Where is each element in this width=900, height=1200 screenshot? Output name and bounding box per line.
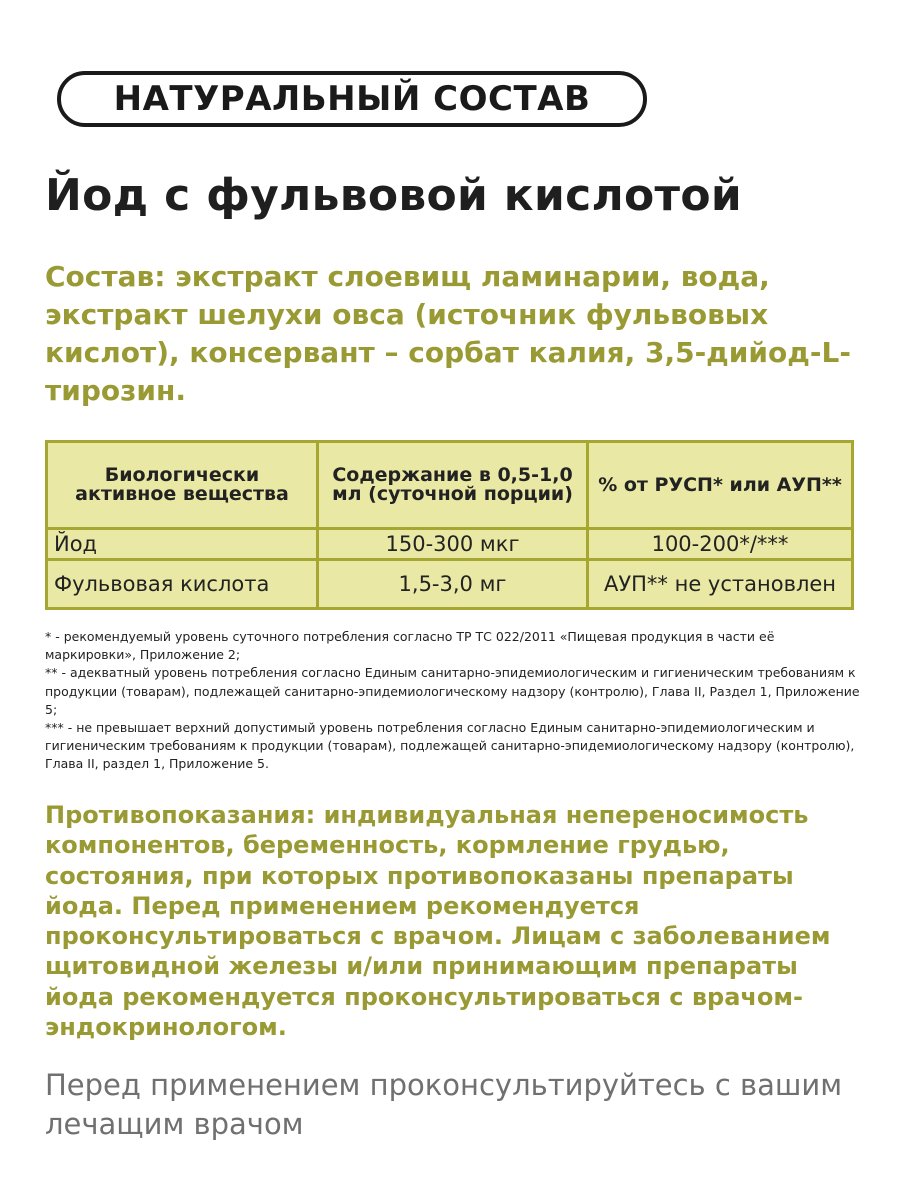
table-row (47, 560, 853, 609)
consult-note: Перед применением проконсультируйтесь с вашим лечащим врачом (45, 1068, 843, 1141)
table-cell: 100-200*/*** (588, 529, 853, 560)
table-cell: 150-300 мкг (318, 529, 588, 560)
composition-text: Состав: экстракт слоевищ ламинарии, вода, экстракт шелухи овса (источник фульвовых кислот), консервант – сорбат калия, 3,5-дийод-L-тирозин. (45, 260, 851, 407)
product-title: Йод с фульвовой кислотой (45, 170, 742, 221)
footnote: *** - не превышает верхний допустимый уровень потребления согласно Единым санитарно-эпидемиологическим и гигиеническим требованиям к продукции (товарам), подлежащей санитарно-эпидемиологическому надзору (контролю), Глава II, раздел 1, Приложение 5. (45, 720, 855, 772)
table-cell: АУП** не установлен (588, 560, 853, 609)
header-substance: Биологически активное вещества (47, 442, 318, 529)
nutrients-table (45, 440, 854, 610)
table-cell: Фульвовая кислота (47, 560, 318, 609)
footnote: * - рекомендуемый уровень суточного потребления согласно ТР ТС 022/2011 «Пищевая продукция в части её маркировки», Приложение 2; (45, 629, 775, 663)
header-percent: % от РУСП* или АУП** (588, 442, 853, 529)
table-cell: Йод (47, 529, 318, 560)
table-row (47, 529, 853, 560)
natural-composition-badge (57, 71, 647, 127)
table-cell: 1,5-3,0 мг (318, 560, 588, 609)
badge-label: НАТУРАЛЬНЫЙ СОСТАВ (113, 79, 591, 119)
contraindications-text: Противопоказания: индивидуальная непереносимость компонентов, беременность, кормление грудью, состояния, при которых противопоказаны препараты йода. Перед применением рекомендуется проконсультироваться с врачом. Лицам с заболеванием щитовидной железы и/или принимающим препараты йода рекомендуется проконсультироваться с врачом-эндокринологом. (45, 801, 831, 1042)
footnotes (45, 628, 860, 774)
table-header-row (47, 442, 853, 529)
header-content: Содержание в 0,5-1,0 мл (суточной порции) (318, 442, 588, 529)
footnote: ** - адекватный уровень потребления согласно Единым санитарно-эпидемиологическим и гигиеническим требованиям к продукции (товарам), подлежащей санитарно-эпидемиологическому надзору (контролю), Глава II, Раздел 1, Приложение 5; (45, 665, 860, 717)
